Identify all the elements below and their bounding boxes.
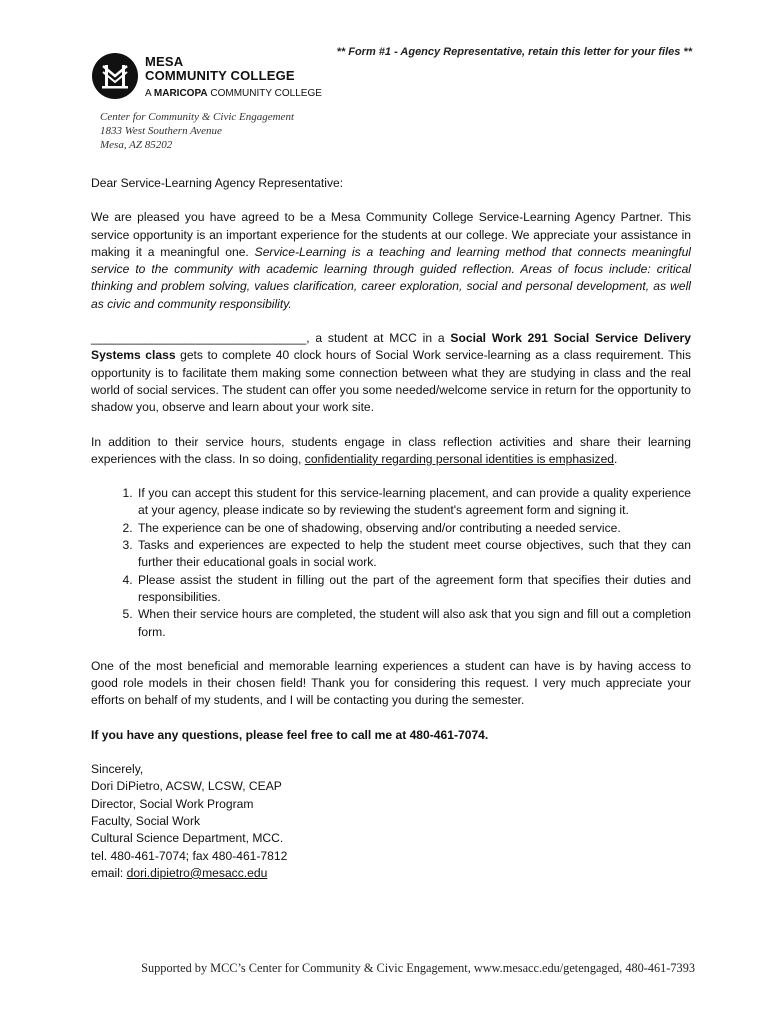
list-item: 1. If you can accept this student for this service-learning placement, and can provide a quality experience at your agency, please indicate so by reviewing the student's agreement form and signing it. [136, 485, 691, 520]
student-name-blank: ________________________________ [91, 331, 307, 346]
sender-address [100, 110, 294, 152]
form-note: ** Form #1 - Agency Representative, retain this letter for your files ** [336, 46, 692, 58]
address-line: Center for Community & Civic Engagement [100, 111, 294, 123]
college-logo [91, 52, 331, 104]
list-item: 5. When their service hours are completed, the student will also ask that you sign and fill out a completion form. [136, 606, 691, 641]
letter-body [91, 175, 691, 882]
address-line: 1833 West Southern Avenue [100, 125, 222, 137]
address-line: Mesa, AZ 85202 [100, 139, 173, 151]
list-item: 4. Please assist the student in filling out the part of the agreement form that specifies their duties and responsibilities. [136, 572, 691, 607]
signer-role: Faculty, Social Work [91, 813, 201, 828]
signer-title: Director, Social Work Program [91, 796, 254, 811]
logo-name-line2: COMMUNITY COLLEGE [145, 68, 295, 83]
college-seal-icon [91, 52, 139, 100]
logo-tagline: A MARICOPA COMMUNITY COLLEGE [145, 88, 322, 99]
contact-line: If you have any questions, please feel free to call me at 480-461-7074. [91, 727, 489, 742]
paragraph-reflection: In addition to their service hours, students engage in class reflection activities and share their learning experiences with the class. In so doing, confidentiality regarding personal identities is emphasized. [91, 434, 691, 466]
list-item: 2. The experience can be one of shadowing, observing and/or contributing a needed service. [136, 520, 691, 537]
signature-block [91, 761, 691, 882]
logo-name-line1: MESA [145, 54, 184, 69]
signer-name: Dori DiPietro, ACSW, LCSW, CEAP [91, 779, 282, 794]
email-link[interactable]: dori.dipietro@mesacc.edu [126, 865, 268, 880]
list-item: 3. Tasks and experiences are expected to help the student meet course objectives, such that they can further their educational goals in social work. [136, 537, 691, 572]
paragraph-intro: We are pleased you have agreed to be a Mesa Community College Service-Learning Agency Partner. This service opportunity is an important experience for the students at our college. We appreciate your assistance in making it a meaningful one. Service-Learning is a teaching and learning method that connects meaningful service to the community with academic learning through guided reflection. Areas of focus include: critical thinking and problem solving, values clarification, career exploration, social and personal development, as well as civic and community responsibility. [91, 210, 691, 311]
footer-support-line: Supported by MCC’s Center for Community & Civic Engagement, www.mesacc.edu/getengaged, 480-461-7393 [141, 961, 695, 975]
signoff: Sincerely, [91, 762, 144, 777]
signer-phone: tel. 480-461-7074; fax 480-461-7812 [91, 848, 288, 863]
paragraph-closing: One of the most beneficial and memorable learning experiences a student can have is by having access to good role models in their chosen field! Thank you for considering this request. I very much appreciate your efforts on behalf of my students, and I will be contacting you during the semester. [91, 658, 691, 708]
salutation: Dear Service-Learning Agency Representative: [91, 176, 344, 190]
signer-email-line: email: dori.dipietro@mesacc.edu [91, 865, 268, 880]
paragraph-student: ________________________________, a student at MCC in a Social Work 291 Social Service Delivery Systems class gets to complete 40 clock hours of Social Work service-learning as a class requirement. This opportunity is to facilitate them making some connection between what they are studying in class and the real world of social services. The student can offer you some needed/welcome service in return for the opportunity to shadow you, observe and learn about your work site. [91, 331, 691, 415]
signer-department: Cultural Science Department, MCC. [91, 831, 284, 846]
instructions-list [91, 485, 691, 641]
